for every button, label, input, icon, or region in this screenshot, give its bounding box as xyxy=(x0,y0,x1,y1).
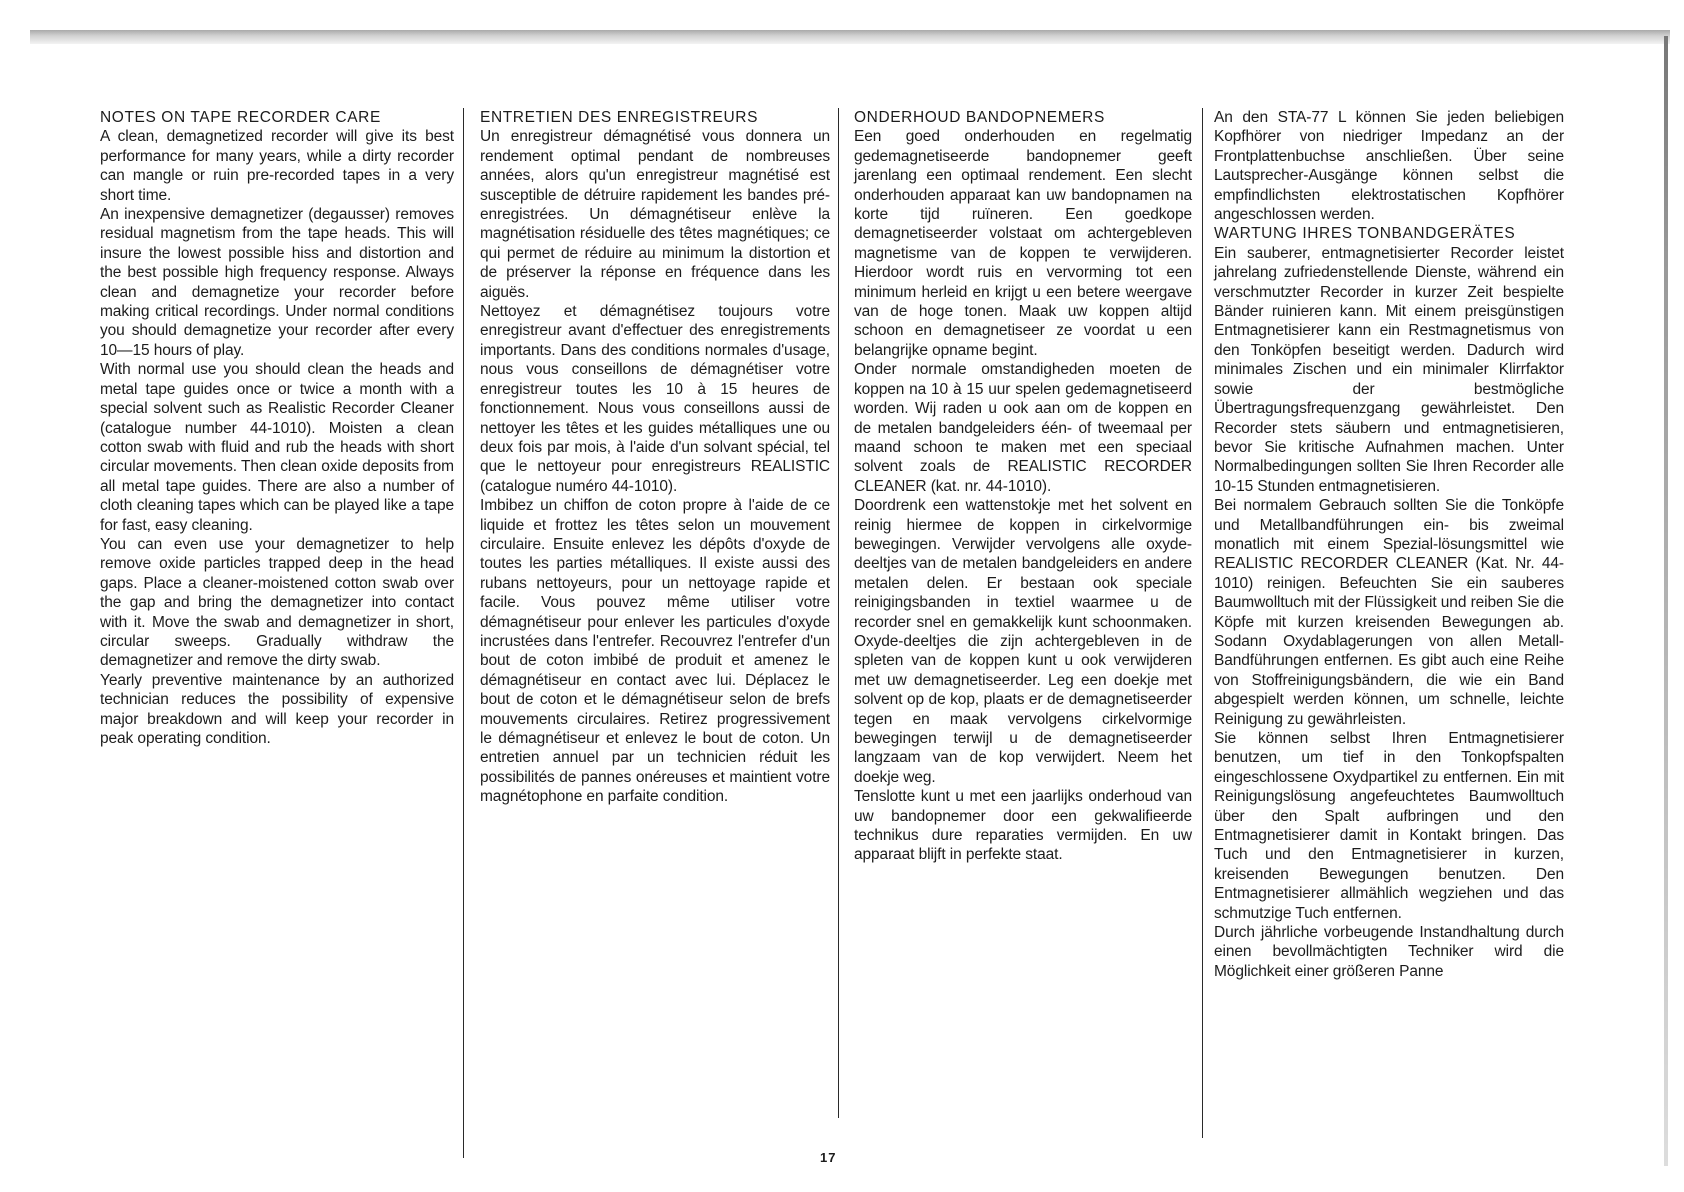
paragraph: Bei normalem Gebrauch sollten Sie die Tonköpfe und Metallbandführungen ein- bis zweimal monatlich mit einem Spezial-lösungsmittel wie REALISTIC RECORDER CLEANER (Kat. Nr. 44-1010) reinigen. Befeuchten Sie ein sauberes Baumwolltuch mit der Flüssigkeit und reiben Sie die Köpfe mit kurzen kreisenden Bewegungen ab. Sodann Oxydablagerungen von allen Metall-Bandführungen entfernen. Es gibt auch eine Reihe von Stoffreinigungsbändern, die wie ein Band abgespielt werden können, um schnelle, leichte Reinigung zu gewährleisten. xyxy=(1214,497,1564,728)
paragraph-intro: An den STA-77 L können Sie jeden beliebigen Kopfhörer von niedriger Impedanz an der Frontplattenbuchse anschließen. Über seine Lautsprecher-Ausgänge können selbst die empfindlichsten elektrostatischen Kopfhörer angeschlossen werden. xyxy=(1214,109,1564,224)
paragraph: Imbibez un chiffon de coton propre à l'aide de ce liquide et frottez les têtes selon un mouvement circulaire. Ensuite enlevez les dépôts d'oxyde de toutes les parties métalliques. Il existe aussi des rubans nettoyeurs, pour un nettoyage rapide et facile. Vous pouvez même utiliser votre démagnétiseur pour enlever les particules d'oxyde incrustées dans l'entrefer. Recouvrez l'entrefer d'un bout de coton imbibé de produit et amenez le démagnétiseur en contact avec lui. Déplacez le bout de coton et le démagnétiseur selon de brefs mouvements circulaires. Retirez progressivement le démagnétiseur et enlevez le bout de coton. Un entretien annuel par un technicien réduit les possibilités de pannes onéreuses et maintient votre magnétophone en parfaite condition. xyxy=(480,497,830,806)
column-english xyxy=(100,108,454,748)
heading-german: WARTUNG IHRES TONBANDGERÄTES xyxy=(1214,225,1516,243)
column-divider xyxy=(463,108,464,1158)
paragraph: Doordrenk een wattenstokje met het solvent en reinig hiermee de koppen in cirkelvormige bewegingen. Verwijder vervolgens alle oxyde-deeltjes van de metalen bandgeleiders en andere metalen delen. Er bestaan ook speciale reinigingsbanden in textiel waarmee u de recorder snel en gemakkelijk kunt schoonmaken. Oxyde-deeltjes die zijn achtergebleven in de spleten van de koppen kunt u ook verwijderen met uw demagnetiseerder. Leg een doekje met solvent op de kop, plaats er de demagnetiseerder tegen en maak vervolgens cirkelvormige bewegingen terwijl u de demagnetiseerder langzaam van de kop verwijdert. Neem het doekje weg. xyxy=(854,497,1192,786)
column-german xyxy=(1214,108,1564,981)
manual-page xyxy=(96,108,1566,1128)
paragraph: Sie können selbst Ihren Entmagnetisierer benutzen, um tief in den Tonkopfspalten eingeschlossene Oxydpartikel zu entfernen. Ein mit Reinigungslösung angefeuchtetes Baumwolltuch über den Spalt aufbringen und den Entmagnetisierer damit in Kontakt bringen. Das Tuch und den Entmagnetisierer in kurzen, kreisenden Bewegungen benutzen. Den Entmagnetisierer allmählich wegziehen und das schmutzige Tuch entfernen. xyxy=(1214,730,1564,922)
paragraph: Un enregistreur démagnétisé vous donnera un rendement optimal pendant de nombreuses années, alors qu'un enregistreur magnétisé est susceptible de détruire rapidement les bandes pré-enregistrées. Un démagnétiseur enlève la magnétisation résiduelle des têtes magnétiques; ce qui permet de réduire au minimum la distortion et de préserver la réponse en fréquence dans les aiguës. xyxy=(480,128,830,301)
paragraph: An inexpensive demagnetizer (degausser) removes residual magnetism from the tape heads. This will insure the lowest possible hiss and distortion and the best possible high frequency response. Always clean and demagnetize your recorder before making critical recordings. Under normal conditions you should demagnetize your recorder after every 10—15 hours of play. xyxy=(100,206,454,359)
scan-right-edge-shadow xyxy=(1664,36,1668,1166)
paragraph: Durch jährliche vorbeugende Instandhaltung durch einen bevollmächtigten Techniker wird die Möglichkeit einer größeren Panne xyxy=(1214,924,1564,980)
paragraph: A clean, demagnetized recorder will give its best performance for many years, while a dirty recorder can mangle or ruin pre-recorded tapes in a very short time. xyxy=(100,128,454,204)
column-divider xyxy=(838,108,839,1118)
scan-top-edge-shadow xyxy=(30,30,1670,44)
column-divider xyxy=(1202,108,1203,1138)
heading-dutch: ONDERHOUD BANDOPNEMERS xyxy=(854,109,1105,126)
column-french xyxy=(480,108,830,807)
paragraph: With normal use you should clean the heads and metal tape guides once or twice a month with a special solvent such as Realistic Recorder Cleaner (catalogue number 44-1010). Moisten a clean cotton swab with fluid and rub the heads with short circular movements. Then clean oxide deposits from all metal tape guides. There are also a number of cloth cleaning tapes which can be played like a tape for fast, easy cleaning. xyxy=(100,361,454,534)
paragraph: Nettoyez et démagnétisez toujours votre enregistreur avant d'effectuer des enregistrements importants. Dans des conditions normales d'usage, nous vous conseillons de démagnétiser votre enregistreur toutes les 10 à 15 heures de fonctionnement. Nous vous conseillons aussi de nettoyer les têtes et les guides métalliques une ou deux fois par mois, à l'aide d'un solvant spécial, tel que le nettoyeur pour enregistreurs REALISTIC (catalogue numéro 44-1010). xyxy=(480,303,830,495)
paragraph: You can even use your demagnetizer to help remove oxide particles trapped deep in the head gaps. Place a cleaner-moistened cotton swab over the gap and bring the demagnetizer into contact with it. Move the swab and demagnetizer in short, circular sweeps. Gradually withdraw the demagnetizer and remove the dirty swab. xyxy=(100,535,454,670)
paragraph: Onder normale omstandigheden moeten de koppen na 10 à 15 uur spelen gedemagnetiseerd worden. Wij raden u ook aan om de koppen en de metalen bandgeleiders één- of tweemaal per maand schoon te maken met een speciaal solvent zoals de REALISTIC RECORDER CLEANER (kat. nr. 44-1010). xyxy=(854,361,1192,495)
paragraph: Ein sauberer, entmagnetisierter Recorder leistet jahrelang zufriedenstellende Dienste, während ein verschmutzter Recorder in kurzer Zeit bespielte Bänder ruinieren kann. Mit einem preisgünstigen Entmagnetisierer kann ein Restmagnetismus von den Tonköpfen beseitigt werden. Dadurch wird minimales Zischen und ein minimaler Klirrfaktor sowie der bestmögliche Übertragungsfrequenzgang gewährleistet. Den Recorder stets säubern und entmagnetisieren, bevor Sie kritische Aufnahmen machen. Unter Normalbedingungen sollten Sie Ihren Recorder alle 10-15 Stunden entmagnetisieren. xyxy=(1214,244,1564,495)
paragraph: Een goed onderhouden en regelmatig gedemagnetiseerde bandopnemer geeft jarenlang een optimaal rendement. Een slecht onderhouden apparaat kan uw bandopnamen na korte tijd ruïneren. Een goedkope demagnetiseerder volstaat om achtergebleven magnetisme van de koppen te verwijderen. Hierdoor wordt ruis en vervorming tot een minimum herleid en krijgt u een betere weergave van de hoge tonen. Maak uw koppen altijd schoon en demagnetiseer ze voordat u een belangrijke opname begint. xyxy=(854,128,1192,359)
paragraph: Yearly preventive maintenance by an authorized technician reduces the possibility of expensive major breakdown and will keep your recorder in peak operating condition. xyxy=(100,671,454,747)
page-number: 17 xyxy=(820,1150,837,1165)
paragraph: Tenslotte kunt u met een jaarlijks onderhoud van uw bandopnemer door een gekwalifieerde technikus dure reparaties vermijden. En uw apparaat blijft in perfekte staat. xyxy=(854,788,1192,864)
column-dutch xyxy=(854,108,1192,865)
heading-french: ENTRETIEN DES ENREGISTREURS xyxy=(480,109,759,126)
heading-english: NOTES ON TAPE RECORDER CARE xyxy=(100,109,381,126)
